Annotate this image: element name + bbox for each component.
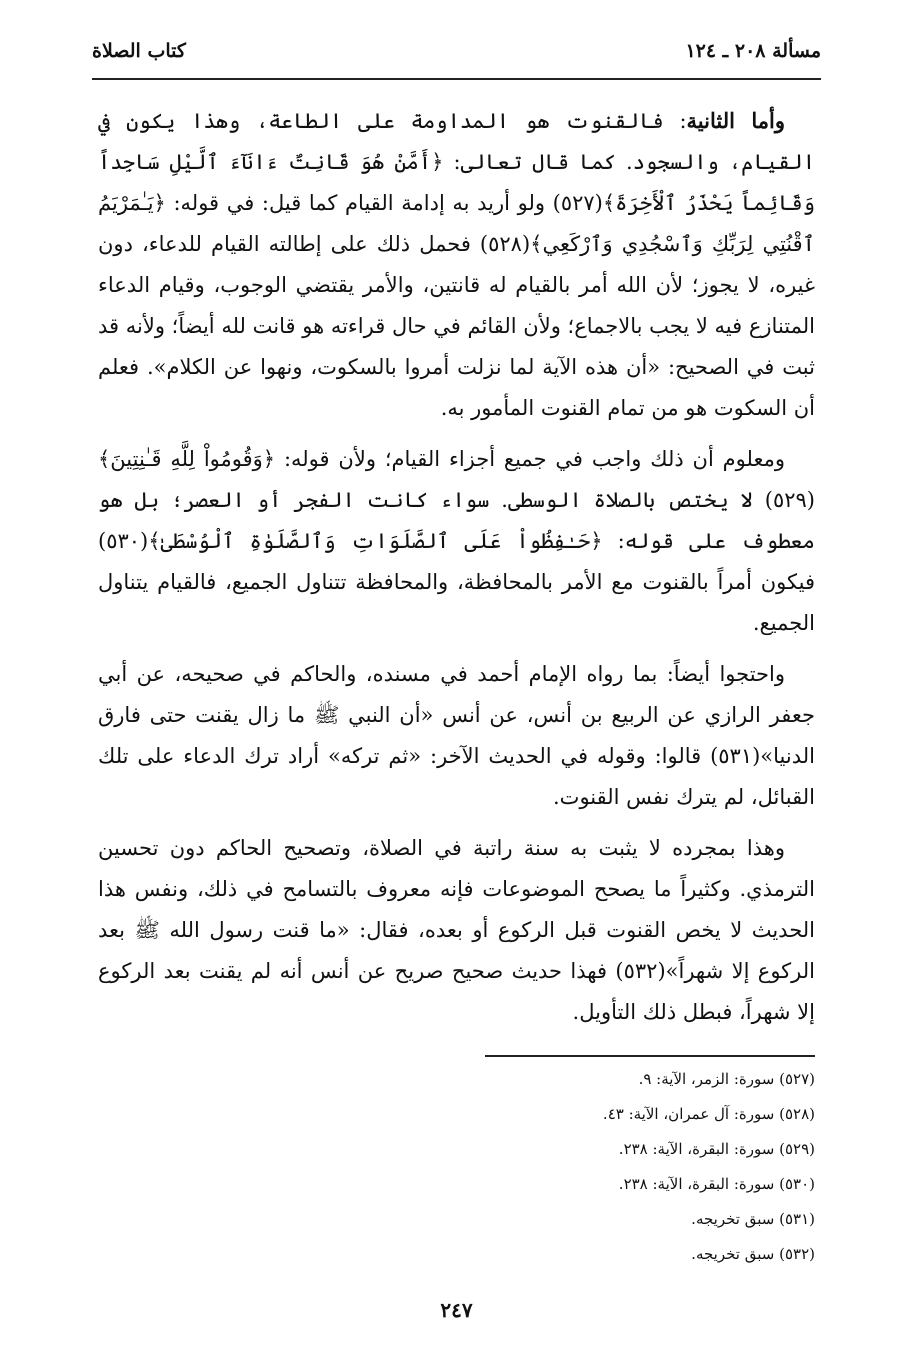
book-title: كتاب الصلاة (92, 40, 186, 62)
paragraph (98, 439, 815, 644)
footnote: (٥٢٧) سورة: الزمر، الآية: ٩. (638, 1070, 815, 1088)
footnote: (٥٣٢) سبق تخريجه. (691, 1245, 815, 1263)
footnote: (٥٣١) سبق تخريجه. (691, 1210, 815, 1228)
paragraph-lead: وأما الثانية (686, 108, 785, 133)
paragraph-text: وهذا بمجرده لا يثبت به سنة راتبة في الصلاة، وتصحيح الحاكم دون تحسين الترمذي. وكثيراً ما يصحح الموضوعات فإنه معروف بالتسامح في ذلك، ونفس هذا الحديث لا يخص القنوت قبل الركوع أو بعده، فقال: «ما قنت رسول الله ﷺ بعد الركوع إلا شهراً»(٥٣٢) فهذا حديث صحيح صريح عن أنس أنه لم يقنت بعد الركوع إلا شهراً، فبطل ذلك التأويل. (98, 836, 815, 1024)
footnote: (٥٢٨) سورة: آل عمران، الآية: ٤٣. (602, 1105, 815, 1123)
section-title: مسألة ٢٠٨ ـ ١٢٤ (685, 40, 821, 62)
paragraph-text: واحتجوا أيضاً: بما رواه الإمام أحمد في مسنده، والحاكم في صحيحه، عن أبي جعفر الرازي عن الربيع بن أنس، عن أنس «أن النبي ﷺ ما زال يقنت حتى فارق الدنيا»(٥٣١) قالوا: وقوله في الحديث الآخر: «ثم تركه» أراد ترك الدعاء على تلك القبائل، لم يترك نفس القنوت. (98, 662, 815, 809)
paragraph (98, 100, 815, 429)
footnote: (٥٣٠) سورة: البقرة، الآية: ٢٣٨. (618, 1175, 815, 1193)
paragraph-text: ومعلوم أن ذلك واجب في جميع أجزاء القيام؛ ولأن قوله: ﴿وَقُومُواْ لِلَّهِ قَـٰنِتِينَ﴾(٥٢٩) لا يختص بالصلاة الوسطى. سواء كانت الفجر أو العصر؛ بل هو معطوف على قوله: ﴿حَـٰفِظُواْ عَلَى ٱلصَّلَوَاتِ وَٱلصَّلَوٰةِ ٱلْوُسْطَىٰ﴾(٥٣٠) فيكون أمراً بالقنوت مع الأمر بالمحافظة، والمحافظة تتناول الجميع، فالقيام يتناول الجميع. (98, 447, 815, 635)
footnotes (98, 1062, 815, 1272)
paragraph-text: : فالقنوت هو المداومة على الطاعة، وهذا يكون في القيام، والسجود. كما قال تعالى: ﴿أَمَّنْ هُوَ قَانِتٌ ءَانَآءَ ٱلَّيْلِ سَاجِداً وَقَائِماً يَحْذَرُ ٱلْأَخِرَةَ﴾(٥٢٧) ولو أريد به إدامة القيام كما قيل: في قوله: ﴿يَـٰمَرْيَمُ ٱقْنُتِي لِرَبِّكِ وَٱسْجُدِي وَٱرْكَعِي﴾(٥٢٨) فحمل ذلك على إطالته القيام للدعاء، دون غيره، لا يجوز؛ لأن الله أمر بالقيام له قانتين، والأمر يقتضي الوجوب، وقيام الدعاء المتنازع فيه لا يجب بالاجماع؛ ولأن القائم في حال قراءته هو قانت لله أيضاً؛ ولأنه قد ثبت في الصحيح: «أن هذه الآية لما نزلت أمروا بالسكوت، ونهوا عن الكلام». فعلم أن السكوت هو من تمام القنوت المأمور به. (98, 109, 815, 420)
page-number: ٢٤٧ (440, 1298, 473, 1322)
footnote: (٥٢٩) سورة: البقرة، الآية: ٢٣٨. (618, 1140, 815, 1158)
main-text (98, 100, 815, 1043)
footnote-separator (485, 1055, 815, 1057)
paragraph (98, 654, 815, 818)
paragraph (98, 828, 815, 1033)
running-header (92, 34, 821, 80)
